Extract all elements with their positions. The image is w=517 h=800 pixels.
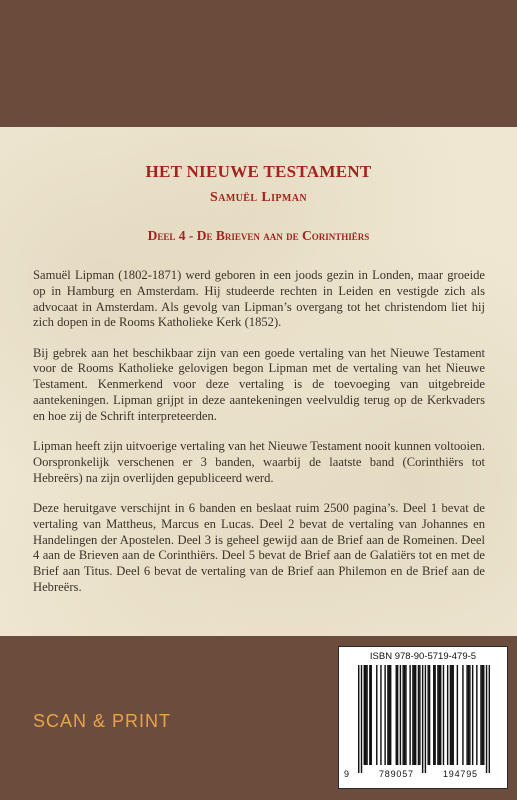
barcode-bar	[480, 665, 481, 765]
blurb-paragraph: Lipman heeft zijn uitvoerige vertaling van het Nieuwe Testament nooit kunnen voltooien. Oorspronkelijk verschenen er 3 banden, waarbij de laatste band (Corinthiërs tot Hebreërs) na zijn overlijden gepubliceerd werd.	[33, 439, 485, 485]
barcode-bar	[402, 665, 403, 765]
barcode-bar	[404, 665, 405, 765]
barcode-bar	[366, 665, 367, 765]
barcode-bar	[400, 665, 401, 765]
isbn-label: ISBN 978-90-5719-479-5	[369, 651, 477, 662]
barcode-bar	[447, 665, 448, 765]
barcode-bar	[396, 665, 397, 765]
barcode-bar	[361, 665, 362, 773]
barcode-bar	[443, 665, 444, 765]
blurb-paragraph: Bij gebrek aan het beschikbaar zijn van een goede vertaling van het Nieuwe Testament voor de Rooms Katholieke gelovigen begon Lipman met de vertaling van het Nieuwe Testament. Kenmerkend voor deze vertaling is de toevoeging van uitgebreide aantekeningen. Lipman grijpt in deze aantekeningen veelvuldig terug op de Kerkvaders en hoe zij de Schrift interpreteerden.	[33, 345, 485, 423]
barcode-bar	[452, 665, 453, 765]
barcode-digit-group-left: 789057	[379, 769, 414, 779]
barcode-bar	[405, 665, 406, 765]
barcode-bar	[380, 665, 381, 765]
barcode-bar	[437, 665, 438, 765]
barcode-bar	[390, 665, 391, 765]
barcode-bar	[415, 665, 416, 765]
barcode-bar	[440, 665, 441, 765]
barcode-bar	[439, 665, 440, 765]
barcode-bar	[451, 665, 452, 765]
barcode-bar	[457, 665, 458, 765]
author-name: Samuël Lipman	[210, 190, 307, 205]
barcode-bar	[384, 665, 385, 765]
blurb-text	[33, 268, 485, 610]
barcode-bar	[422, 665, 423, 773]
barcode-bar	[371, 665, 372, 765]
barcode-bars	[358, 665, 490, 773]
blurb-paragraph: Deze heruitgave verschijnt in 6 banden en beslaat ruim 2500 pagina’s. Deel 1 bevat de vertaling van Mattheus, Marcus en Lucas. Deel 2 bevat de vertaling van Johannes en Handelingen der Apostelen. Deel 3 is geheel gewijd aan de Brief aan de Romeinen. Deel 4 aan de Brieven aan de Corinthiërs. Deel 5 bevat de Brief aan de Galatiërs tot en met de Brief aan Titus. Deel 6 bevat de vertaling van de Brief aan Philemon en de Brief aan de Hebreërs.	[33, 501, 485, 595]
barcode-bar	[376, 665, 377, 765]
barcode-bar	[482, 665, 483, 765]
volume-subtitle: Deel 4 - De Brieven aan de Corinthiërs	[147, 228, 370, 243]
book-title: HET NIEUWE TESTAMENT	[145, 162, 372, 181]
top-brown-band	[0, 0, 517, 127]
barcode-bar	[412, 665, 413, 765]
barcode-bar	[365, 665, 366, 765]
barcode-digit-group-right: 194795	[443, 769, 478, 779]
barcode-bar	[469, 665, 470, 765]
barcode-bar	[433, 665, 434, 765]
barcode-bar	[419, 665, 420, 765]
barcode-bar	[483, 665, 484, 765]
barcode-bar	[486, 665, 487, 773]
barcode-bar	[489, 665, 490, 773]
barcode-bar	[409, 665, 410, 765]
blurb-paragraph: Samuël Lipman (1802-1871) werd geboren in een joods gezin in Londen, maar groeide op in Hamburg en Amsterdam. Hij studeerde rechten in Leiden en vestigde zich als advocaat in Amsterdam. Als gevolg van Lipman’s overgang tot het christendom liet hij zich dopen in de Rooms Katholieke Kerk (1852).	[33, 268, 485, 330]
barcode-bar	[462, 665, 463, 765]
barcode-bar	[434, 665, 435, 765]
barcode-bar	[369, 665, 370, 765]
barcode-bar	[364, 665, 365, 765]
barcode-bar	[414, 665, 415, 765]
barcode-bar	[468, 665, 469, 765]
barcode-bar	[466, 665, 467, 765]
barcode-digit-first: 9	[344, 769, 350, 779]
barcode-bar	[476, 665, 477, 765]
barcode-bar	[425, 665, 426, 773]
barcode-bar	[389, 665, 390, 765]
barcode-bar	[450, 665, 451, 765]
barcode-bar	[429, 665, 430, 765]
barcode-bar	[358, 665, 359, 773]
isbn-barcode	[338, 646, 508, 789]
barcode-bar	[397, 665, 398, 765]
barcode-bar	[418, 665, 419, 765]
barcode-bar	[387, 665, 388, 765]
barcode-bar	[427, 665, 428, 765]
publisher-logo: SCAN & PRINT	[33, 711, 172, 731]
barcode-bar	[472, 665, 473, 765]
